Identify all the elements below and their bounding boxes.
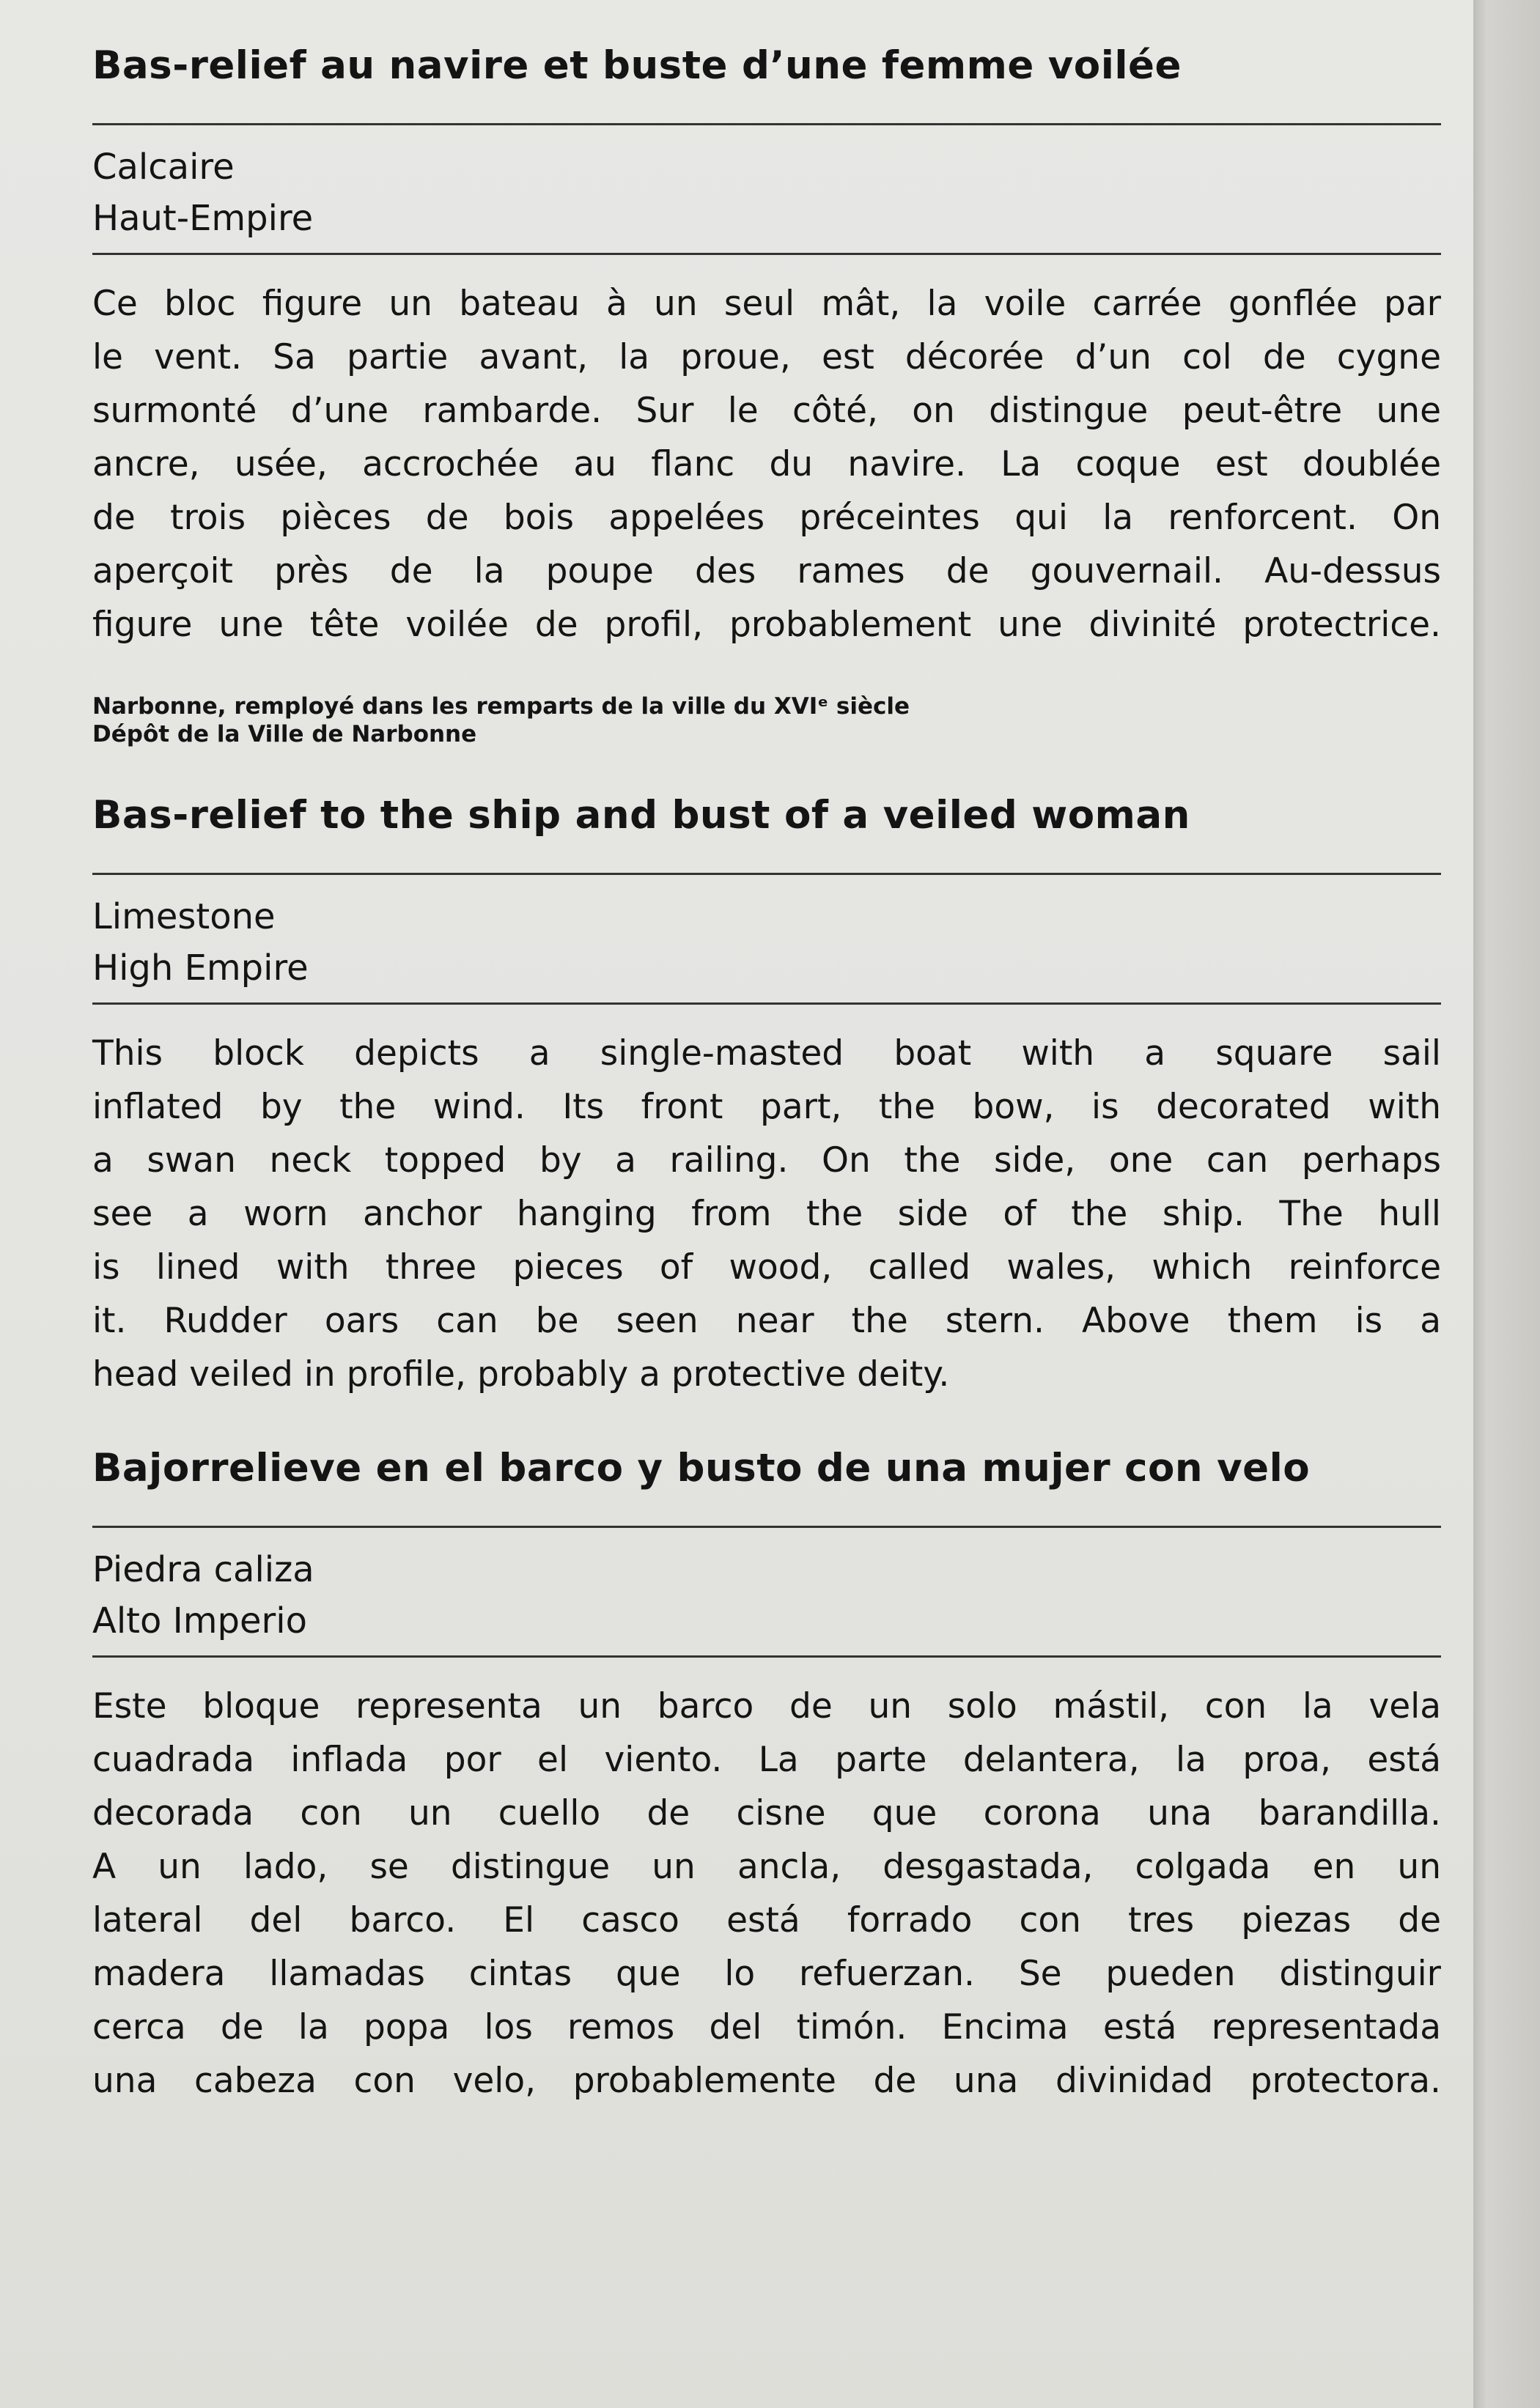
description-line: aperçoit près de la poupe des rames de gouvernail. Au-dessus <box>92 551 1441 591</box>
description-french <box>92 277 1441 651</box>
deposit: Dépôt de la Ville de Narbonne <box>92 721 477 747</box>
description-line: cerca de la popa los remos del timón. Encima está representada <box>92 2007 1441 2047</box>
title-english: Bas-relief to the ship and bust of a veiled woman <box>92 793 1190 838</box>
meta-french <box>92 141 1444 244</box>
material-spanish: Piedra caliza <box>92 1549 314 1590</box>
description-line: de trois pièces de bois appelées préceintes qui la renforcent. On <box>92 498 1441 538</box>
section-spanish <box>92 1445 1444 2108</box>
panel-edge <box>1473 0 1540 2408</box>
divider <box>92 123 1441 125</box>
description-line: Ce bloc figure un bateau à un seul mât, la voile carrée gonflée par <box>92 284 1441 324</box>
description-line: it. Rudder oars can be seen near the stern. Above them is a <box>92 1301 1441 1341</box>
section-english <box>92 792 1444 1401</box>
description-line: surmonté d’une rambarde. Sur le côté, on distingue peut-être une <box>92 391 1441 431</box>
description-line: a swan neck topped by a railing. On the side, one can perhaps <box>92 1140 1441 1181</box>
material-english: Limestone <box>92 896 276 937</box>
provenance: Narbonne, remployé dans les remparts de la ville du XVIᵉ siècle <box>92 693 910 720</box>
divider <box>92 1655 1441 1658</box>
description-line: lateral del barco. El casco está forrado con tres piezas de <box>92 1900 1441 1940</box>
description-line: madera llamadas cintas que lo refuerzan. Se pueden distinguir <box>92 1954 1441 1994</box>
divider <box>92 1002 1441 1005</box>
title-spanish: Bajorrelieve en el barco y busto de una mujer con velo <box>92 1446 1311 1491</box>
description-line: decorada con un cuello de cisne que corona una barandilla. <box>92 1793 1441 1833</box>
description-line: head veiled in profile, probably a protective deity. <box>92 1354 950 1395</box>
description-line: inflated by the wind. Its front part, the bow, is decorated with <box>92 1087 1441 1127</box>
period-french: Haut-Empire <box>92 198 314 239</box>
provenance-block <box>92 693 1444 748</box>
divider <box>92 873 1441 875</box>
description-line: cuadrada inflada por el viento. La parte delantera, la proa, está <box>92 1740 1441 1780</box>
section-french <box>92 43 1444 748</box>
title-french: Bas-relief au navire et buste d’une femme voilée <box>92 43 1182 88</box>
description-line: una cabeza con velo, probablemente de una divinidad protectora. <box>92 2061 1441 2101</box>
material-french: Calcaire <box>92 147 235 188</box>
description-line: see a worn anchor hanging from the side of the ship. The hull <box>92 1194 1441 1234</box>
meta-spanish <box>92 1544 1444 1647</box>
divider <box>92 253 1441 255</box>
divider <box>92 1526 1441 1528</box>
description-line: This block depicts a single-masted boat with a square sail <box>92 1033 1441 1074</box>
description-line: Este bloque representa un barco de un solo mástil, con la vela <box>92 1686 1441 1726</box>
description-line: is lined with three pieces of wood, called wales, which reinforce <box>92 1247 1441 1288</box>
description-spanish <box>92 1680 1441 2108</box>
description-english <box>92 1027 1441 1401</box>
description-line: ancre, usée, accrochée au flanc du navire. La coque est doublée <box>92 444 1441 484</box>
period-spanish: Alto Imperio <box>92 1600 307 1641</box>
description-line: le vent. Sa partie avant, la proue, est décorée d’un col de cygne <box>92 337 1441 377</box>
period-english: High Empire <box>92 948 309 989</box>
description-line: figure une tête voilée de profil, probablement une divinité protectrice. <box>92 605 1441 645</box>
description-line: A un lado, se distingue un ancla, desgastada, colgada en un <box>92 1847 1441 1887</box>
meta-english <box>92 891 1444 994</box>
